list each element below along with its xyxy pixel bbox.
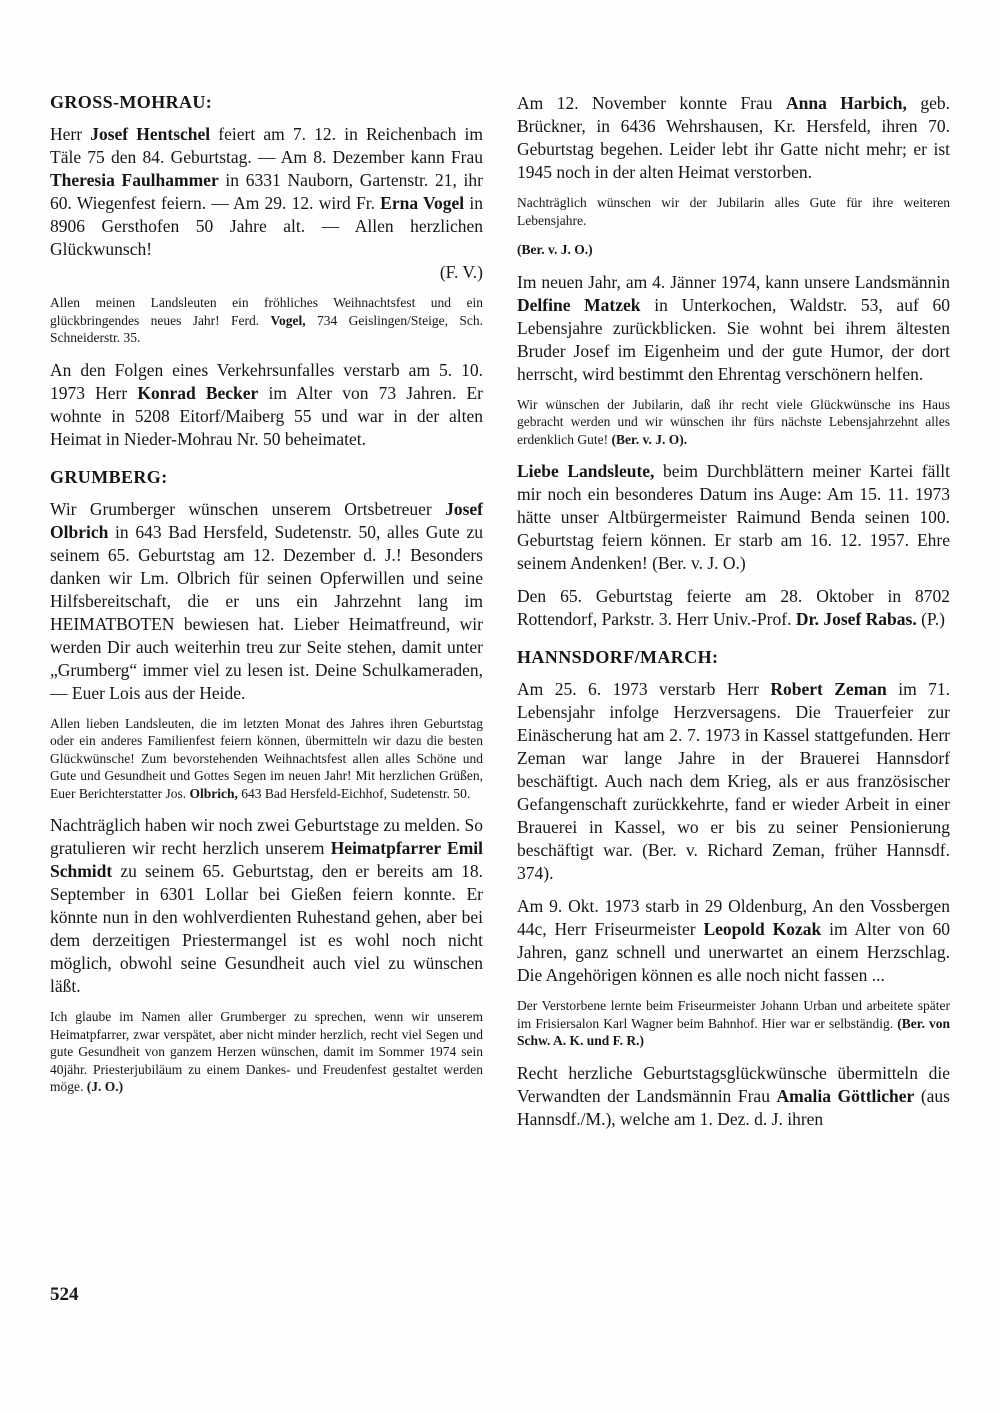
emphasized-text: Olbrich,	[189, 785, 238, 801]
emphasized-text: Anna Harbich,	[785, 93, 907, 113]
emphasized-text: Robert Zeman	[770, 679, 887, 699]
emphasized-text: Josef Olbrich	[50, 498, 483, 542]
text-run: Den 65. Geburtstag feierte am 28. Oktober in 8702 Rottendorf, Parkstr. 3. Herr Univ.-Prof.	[517, 586, 950, 629]
emphasized-text: Liebe Landsleute,	[517, 461, 655, 481]
emphasized-text: Leopold Kozak	[703, 919, 822, 939]
emphasized-text: Konrad Becker	[137, 382, 259, 403]
emphasized-text: (Ber. v. J. O).	[611, 431, 688, 447]
emphasized-text: Erna Vogel	[380, 193, 465, 213]
paragraph	[517, 271, 950, 386]
emphasized-text: (Ber. von Schw. A. K. und F. R.)	[517, 1015, 950, 1048]
paragraph	[517, 585, 950, 631]
small-note	[50, 294, 483, 347]
text-run: in Unterkochen, Waldstr. 53, auf 60 Lebensjahre zurückblicken. Sie wohnt bei ihrem ältesten Bruder Josef im Eigenheim und der gute Humor, der dort herrscht, wird bestimmt den Ehrentag verschönern helfen.	[517, 294, 950, 384]
page-number: 524	[50, 1284, 79, 1305]
section-heading	[517, 647, 950, 668]
text-run: in 643 Bad Hersfeld, Sudetenstr. 50, alles Gute zu seinem 65. Geburtstag am 12. Dezember d. J.! Besonders danken wir Lm. Olbrich für seinen Opferwillen und seine Hilfsbereitschaft, die er uns ein Jahrzehnt lang im HEIMATBOTEN bewiesen hat. Lieber Heimatfreund, wir werden Dir auch weiterhin treu zur Seite stehen, damit unter „Grumberg“ immer viel zu lesen ist. Deine Schulkameraden, — Euer Lois aus der Heide.	[50, 521, 483, 703]
text-run: (F. V.)	[439, 262, 483, 282]
text-run: im Alter von 73 Jahren. Er wohnte in 5208 Eitorf/Maiberg 55 und war in der alten Heimat in Nieder-Mohrau Nr. 50 beheimatet.	[50, 382, 483, 449]
text-run: Allen meinen Landsleuten ein fröhliches Weihnachtsfest und ein glückbringendes neues Jahr! Ferd.	[50, 295, 483, 328]
text-run: Der Verstorbene lernte beim Friseurmeister Johann Urban und arbeitete später im Frisiersalon Karl Wagner beim Bahnhof. Hier war er selbständig.	[517, 998, 950, 1031]
paragraph	[50, 498, 483, 705]
emphasized-text: Amalia Göttlicher	[776, 1085, 915, 1106]
text-run: in 6331 Nauborn, Gartenstr. 21, ihr 60. Wiegenfest feiern. — Am 29. 12. wird Fr.	[50, 170, 483, 213]
paragraph	[517, 895, 950, 987]
text-run: Nachträglich haben wir noch zwei Geburtstage zu melden. So gratulieren wir recht herzlich unserem	[50, 815, 483, 858]
small-note	[517, 241, 950, 259]
paragraph	[517, 678, 950, 885]
paragraph	[50, 123, 483, 261]
text-run: Nachträglich wünschen wir der Jubilarin alles Gute für ihre weiteren Lebensjahre.	[517, 195, 950, 228]
text-run: zu seinem 65. Geburtstag, den er bereits am 18. September in 6301 Lollar bei Gießen feiern konnte. Er könnte nun in den wohlverdienten Ruhestand gehen, aber bei dem derzeitigen Priestermangel ist es wohl noch nicht möglich, obwohl seine Gesundheit auch viel zu wünschen läßt.	[50, 861, 483, 996]
emphasized-text: (J. O.)	[86, 1079, 124, 1094]
emphasized-text: Josef Hentschel	[90, 124, 211, 144]
text-run: (P.)	[916, 609, 945, 629]
text-run: im Alter von 60 Jahren, ganz schnell und unerwartet an einem Herzschlag. Die Angehörigen können es alle noch nicht fassen ...	[517, 919, 950, 985]
small-note	[50, 715, 483, 803]
emphasized-text: GROSS-MOHRAU:	[50, 92, 213, 112]
small-note	[517, 396, 950, 449]
text-run: geb. Brückner, in 6436 Wehrshausen, Kr. Hersfeld, ihren 70. Geburtstag begehen. Leider lebt ihr Gatte nicht mehr; er ist 1945 noch in der alten Heimat verstorben.	[517, 93, 951, 182]
text-run: Recht herzliche Geburtstagsglückwünsche übermitteln die Verwandten der Landsmännin Frau	[517, 1062, 950, 1106]
paragraph	[517, 1062, 950, 1131]
small-note	[50, 1008, 483, 1096]
text-run: feiert am 7. 12. in Reichenbach im Täle 75 den 84. Geburtstag. — Am 8. Dezember kann Frau	[50, 124, 483, 167]
emphasized-text: (Ber. v. J. O.)	[517, 242, 593, 257]
emphasized-text: Theresia Faulhammer	[50, 170, 219, 190]
column-right	[517, 92, 950, 1141]
text-run: Wir Grumberger wünschen unserem Ortsbetreuer	[50, 498, 446, 519]
text-run: Allen lieben Landsleuten, die im letzten Monat des Jahres ihren Geburtstag oder ein anderes Familienfest feiern können, übermitteln wir dazu die besten Glückwünsche! Zum bevorstehenden Weihnachtsfest allen alles Schöne und Gute und Gesundheit und Gottes Segen im neuen Jahr! Mit herzlichen Grüßen, Euer Berichterstatter Jos.	[50, 715, 483, 801]
emphasized-text: Delfine Matzek	[517, 294, 641, 315]
text-run: Am 9. Okt. 1973 starb in 29 Oldenburg, An den Vossbergen 44c, Herr Friseurmeister	[517, 896, 950, 939]
text-run: Im neuen Jahr, am 4. Jänner 1974, kann unsere Landsmännin	[517, 271, 950, 292]
text-run: beim Durchblättern meiner Kartei fällt mir noch ein besonderes Datum ins Auge: Am 15. 11. 1973 hätte unser Altbürgermeister Raimund Benda seinen 100. Geburtstag feiern können. Er starb am 16. 12. 1957. Ehre seinem Andenken! (Ber. v. J. O.)	[517, 461, 950, 573]
text-run: An den Folgen eines Verkehrsunfalles verstarb am 5. 10. 1973 Herr	[50, 359, 483, 403]
text-run: 643 Bad Hersfeld-Eichhof, Sudetenstr. 50.	[237, 785, 471, 801]
section-heading	[50, 467, 483, 488]
emphasized-text: Dr. Josef Rabas.	[795, 609, 917, 629]
text-run: Ich glaube im Namen aller Grumberger zu sprechen, wenn wir unserem Heimatpfarrer, zwar verspätet, aber nicht minder herzlich, recht viel Segen und gute Gesundheit von ganzem Herzen wünschen, damit im Sommer 1974 sein 40jähr. Priesterjubiläum zu einem Dankes- und Freudenfest gestaltet werden möge.	[50, 1009, 483, 1094]
paragraph	[50, 814, 483, 998]
text-run: 734 Geislingen/Steige, Sch. Schneiderstr. 35.	[50, 312, 483, 345]
text-run: Herr	[50, 124, 91, 144]
paragraph	[517, 92, 950, 184]
small-note	[517, 194, 950, 229]
emphasized-text: GRUMBERG:	[50, 466, 168, 487]
text-run: im 71. Lebensjahr infolge Herzversagens. Die Trauerfeier zur Einäscherung hat am 2. 7. 1973 in Kassel stattgefunden. Herr Zeman war lange Jahre in der Brauerei Hannsdorf beschäftigt. Auch nach dem Krieg, als er aus französischer Gefangenschaft zurückkehrte, fand er wieder Arbeit in einer Brauerei in Kassel, wo er bis zu seiner Pensionierung beschäftigt war. (Ber. v. Richard Zeman, früher Hannsdf. 374).	[517, 679, 950, 883]
column-left	[50, 92, 483, 1141]
emphasized-text: Vogel,	[270, 312, 306, 328]
text-run: Am 25. 6. 1973 verstarb Herr	[517, 679, 771, 699]
text-run: Am 12. November konnte Frau	[517, 93, 786, 113]
emphasized-text: HANNSDORF/MARCH:	[517, 647, 719, 667]
text-run: Wir wünschen der Jubilarin, daß ihr recht viele Glückwünsche ins Haus gebracht werden und wir wünschen ihr fürs nächste Lebensjahrzehnt alles erdenklich Gute!	[517, 396, 950, 447]
emphasized-text: Heimatpfarrer Emil Schmidt	[50, 838, 483, 881]
text-run: in 8906 Gersthofen 50 Jahre alt. — Allen herzlichen Glückwunsch!	[50, 193, 483, 259]
small-note	[517, 997, 950, 1050]
attribution	[50, 261, 483, 284]
text-run: (aus Hannsdf./M.), welche am 1. Dez. d. J. ihren	[517, 1085, 950, 1129]
paragraph	[50, 359, 483, 451]
paragraph	[517, 460, 950, 575]
section-heading	[50, 92, 483, 113]
